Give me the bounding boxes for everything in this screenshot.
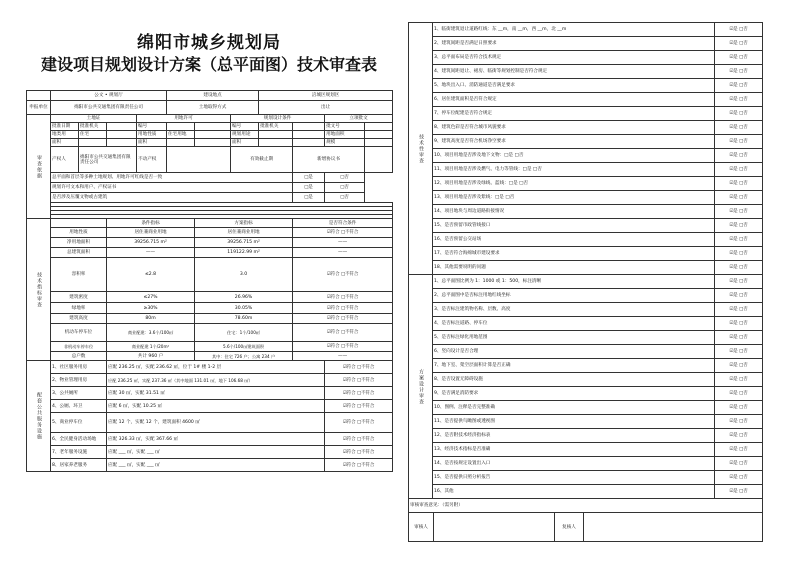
basis-sub: 批准机关: [79, 123, 107, 131]
indicator-header: 是否符合条件: [293, 219, 393, 228]
review-check[interactable]: ☑是 □否: [715, 79, 763, 93]
indicator-header: 方案指标: [195, 219, 293, 228]
basis-header-permit: 用地许可: [137, 115, 231, 123]
basis-header-land: 土地证: [51, 115, 137, 123]
opinion-label: 审核审查意见：（需另附）: [409, 499, 763, 513]
basis-cell: 面积: [51, 139, 79, 147]
review-check[interactable]: ☑是 □否: [715, 485, 763, 499]
review-row: [409, 275, 763, 289]
review-check[interactable]: ☑是 □否: [715, 23, 763, 37]
review-item-text: 15、是否提供日照分析报告: [433, 471, 715, 485]
review-check[interactable]: ☑是 □否: [715, 65, 763, 79]
section-basis: 审查依据: [27, 115, 51, 219]
review-item-text: 12、是否附技术经济指标表: [433, 429, 715, 443]
review-row: [409, 93, 763, 107]
review-row: [409, 205, 763, 219]
project-name: 公文 • 规划厅: [51, 91, 167, 101]
review-check[interactable]: ☑是 □否: [715, 373, 763, 387]
review-check[interactable]: ☑是 □否: [715, 51, 763, 65]
review-row: [409, 191, 763, 205]
review-row: [409, 177, 763, 191]
indicator-row: 用地性质 居住兼商业用地 居住兼商业用地 ☑符合 □不符合: [27, 228, 393, 238]
review-check[interactable]: ☑是 □否: [715, 443, 763, 457]
review-check[interactable]: ☑是 □否: [715, 429, 763, 443]
basis-cell: 规划用途: [231, 131, 259, 139]
basis-check-text: 是否涉及压覆文物或古建筑: [51, 193, 293, 203]
basis-sub: 批准日期: [51, 123, 79, 131]
review-item-text: 3、是否标注建筑物名称、层数、高度: [433, 303, 715, 317]
review-row: [409, 51, 763, 65]
review-check[interactable]: ☑是 □否: [715, 149, 763, 163]
basis-sub: 编号: [231, 123, 259, 131]
agreement-label: 新增协议书: [293, 147, 365, 173]
review-item-text: 17、是否符合海绵城市建设要求: [433, 247, 715, 261]
area-label: 不动产权: [137, 147, 167, 173]
basis-header-approval: 立项批文: [325, 115, 393, 123]
indicator-row: 容积率 ≤2.8 3.0 ☑符合 □不符合: [27, 258, 393, 292]
review-row: [409, 233, 763, 247]
review-check[interactable]: ☑是 □否: [715, 359, 763, 373]
review-item-text: 8、是否设置无障碍设施: [433, 373, 715, 387]
section-tech-review: 技术性审查: [409, 23, 433, 275]
indicator-row: 绿地率 ≥30% 30.05% ☑符合 □不符合: [27, 303, 393, 314]
review-row: [409, 121, 763, 135]
review-check[interactable]: ☑是 □否: [715, 331, 763, 345]
review-row: [409, 457, 763, 471]
basis-check-text: 规划许可文本和用户、产权证书: [51, 183, 293, 193]
review-item-text: 12、项目用地是否涉及绿线、蓝线：□是 □否: [433, 177, 715, 191]
review-check[interactable]: ☑是 □否: [715, 345, 763, 359]
location-value: 涪城区规划区: [259, 91, 393, 101]
review-item-text: 3、总平面布局是否符合技术规定: [433, 51, 715, 65]
indicator-row: 总建筑面积 —— 119122.99 m² ——: [27, 248, 393, 258]
review-row: [409, 303, 763, 317]
review-check[interactable]: ☑是 □否: [715, 191, 763, 205]
facility-row: 8、居家养老服务 应配 ___ ㎡，实配 ___ ㎡ ☑符合 □不符合: [27, 459, 393, 472]
review-check[interactable]: ☑是 □否: [715, 457, 763, 471]
applicant-label: 申报单位: [27, 101, 51, 115]
checkbox-no[interactable]: □否: [325, 183, 365, 193]
review-item-text: 7、地下室、架空层面积计算是否正确: [433, 359, 715, 373]
indicator-row: 非机动车停车位 商业配建 1个/20m² 5.6个/100㎡建筑面积 ☑符合 □不符合: [27, 342, 393, 352]
review-item-text: 15、是否预留市政管线接口: [433, 219, 715, 233]
review-row: [409, 401, 763, 415]
owner-value: 绵阳市公共交通集团有限责任公司: [79, 147, 137, 173]
indicator-row: 建筑密度 ≤27% 26.96% ☑符合 □不符合: [27, 292, 393, 303]
indicator-header: 条件指标: [107, 219, 195, 228]
review-item-text: 2、建筑间距是否满足日照要求: [433, 37, 715, 51]
review-row: [409, 65, 763, 79]
review-row: [409, 163, 763, 177]
basis-cell: 规模: [325, 139, 365, 147]
review-item-text: 16、其他: [433, 485, 715, 499]
review-row: [409, 289, 763, 303]
applicant-value: 绵阳市公共交通集团有限责任公司: [51, 101, 167, 115]
review-check[interactable]: ☑是 □否: [715, 219, 763, 233]
review-row: [409, 415, 763, 429]
review-row: [409, 261, 763, 275]
basis-cell: 住宅: [79, 131, 107, 139]
indicator-row: 总户数 共计 960 户 其中：住宅 726 户；公寓 234 户 ——: [27, 352, 393, 361]
review-check[interactable]: ☑是 □否: [715, 107, 763, 121]
left-page: [26, 22, 392, 562]
basis-header-conditions: 规划设计条件: [231, 115, 325, 123]
review-item-text: 11、是否提供鸟瞰图或透视图: [433, 415, 715, 429]
review-check[interactable]: ☑是 □否: [715, 317, 763, 331]
review-item-text: 16、是否预留公交站场: [433, 233, 715, 247]
basis-sub: 批文号: [325, 123, 365, 131]
review-item-text: 4、是否标注道路、停车位: [433, 317, 715, 331]
review-row: [409, 485, 763, 499]
basis-cell: 面积: [137, 139, 167, 147]
facility-row: 3、公共厕所 应配 30 ㎡，实配 31.51 ㎡ ☑符合 □不符合: [27, 387, 393, 400]
review-row: [409, 317, 763, 331]
review-item-text: 13、经济技术指标是否准确: [433, 443, 715, 457]
right-page: [408, 22, 762, 542]
review-item-text: 4、建筑间距退让、裙房、临街等规划控制是否符合规定: [433, 65, 715, 79]
review-row: [409, 331, 763, 345]
rechecker-label: 复核人: [555, 513, 584, 541]
review-check[interactable]: ☑是 □否: [715, 289, 763, 303]
review-check[interactable]: ☑是 □否: [715, 275, 763, 289]
review-row: [409, 471, 763, 485]
review-check[interactable]: ☑是 □否: [715, 121, 763, 135]
review-check[interactable]: ☑是 □否: [715, 247, 763, 261]
section-scheme-review: 方案设计审查: [409, 275, 433, 499]
review-check[interactable]: ☑是 □否: [715, 233, 763, 247]
review-item-text: 14、是否按规定设置出入口: [433, 457, 715, 471]
indicator-row: 机动车停车位 商业配建：3.6个/100㎡ 住宅：1个/100㎡ ☑符合 □不符合: [27, 324, 393, 342]
land-mode-value: 出让: [259, 101, 393, 115]
basis-cell: 用地性质: [137, 131, 167, 139]
facility-row: 5、商业停车位 应配 12 个，实配 12 个，建筑面积 4600 ㎡ ☑符合 □不符合: [27, 413, 393, 433]
rechecker-field[interactable]: [584, 513, 762, 541]
review-row: [409, 387, 763, 401]
review-row: [409, 247, 763, 261]
checkbox-yes[interactable]: □是: [293, 193, 325, 203]
section-facilities: 配套公共服务设施: [27, 361, 51, 472]
review-row: [409, 107, 763, 121]
review-item-text: 5、是否标注绿化用地范围: [433, 331, 715, 345]
review-item-text: 7、停车位配建是否符合规定: [433, 107, 715, 121]
basis-check-text: 总平面和首层等多种土地规划、用地许可红线是否一致: [51, 173, 293, 183]
indicator-row: 建筑高度 80m 78.60m ☑符合 □不符合: [27, 314, 393, 324]
form-title: 建设项目规划设计方案（总平面图）技术审查表: [40, 55, 377, 74]
right-form-table: [408, 22, 763, 542]
review-row: [409, 37, 763, 51]
review-item-text: 5、地块出入口、消防通道是否满足要求: [433, 79, 715, 93]
review-item-text: 6、竖向设计是否合理: [433, 345, 715, 359]
land-mode-label: 土地取得方式: [167, 101, 259, 115]
review-check[interactable]: ☑是 □否: [715, 415, 763, 429]
review-row: [409, 135, 763, 149]
review-row: [409, 23, 763, 37]
review-check[interactable]: ☑是 □否: [715, 261, 763, 275]
checkbox-no[interactable]: □否: [325, 173, 365, 183]
review-item-text: 10、项目用地是否涉及地下文物：□是 □否: [433, 149, 715, 163]
review-row: [409, 79, 763, 93]
review-check[interactable]: ☑是 □否: [715, 37, 763, 51]
review-row: [409, 373, 763, 387]
left-form-table: [26, 90, 393, 472]
review-item-text: 14、项目地块与周边道路衔接情况: [433, 205, 715, 219]
review-row: [409, 359, 763, 373]
basis-cell: 用地面积: [325, 131, 365, 139]
review-item-text: 8、建筑色彩是否符合城市风貌要求: [433, 121, 715, 135]
review-row: [409, 149, 763, 163]
expiry-label: 有效截止期: [231, 147, 293, 173]
checkbox-yes[interactable]: □是: [293, 173, 325, 183]
review-item-text: 18、其他需要说明的问题: [433, 261, 715, 275]
owner-label: 产权人: [51, 147, 79, 173]
review-check[interactable]: ☑是 □否: [715, 135, 763, 149]
review-item-text: 1、临街建筑退让道路红线：东 __m，南 __m，西 __m，北 __m: [433, 23, 715, 37]
review-row: [409, 345, 763, 359]
basis-cell: 面积: [231, 139, 259, 147]
section-indicators: 技术指标审查: [27, 219, 51, 361]
review-check[interactable]: ☑是 □否: [715, 387, 763, 401]
review-check[interactable]: ☑是 □否: [715, 303, 763, 317]
review-check[interactable]: ☑是 □否: [715, 177, 763, 191]
review-item-text: 9、是否满足消防要求: [433, 387, 715, 401]
review-item-text: 13、项目用地是否涉及紫线：□是 □否: [433, 191, 715, 205]
review-check[interactable]: ☑是 □否: [715, 401, 763, 415]
indicator-row: 净用地面积 39256.715 m² 39256.715 m² ——: [27, 238, 393, 248]
review-row: [409, 219, 763, 233]
facility-row: 2、物业管理用房 应配 236.25 ㎡，实配 237.36 ㎡（其中地面 131.01 ㎡，地下 106.68 ㎡） ☑符合 □不符合: [27, 374, 393, 387]
review-item-text: 11、项目用地是否涉及燃气、电力等管线：□是 □否: [433, 163, 715, 177]
location-label: 建设地点: [167, 91, 259, 101]
review-check[interactable]: ☑是 □否: [715, 205, 763, 219]
facility-row: 7、老年服务设施 应配 ___ ㎡，实配 ___ ㎡ ☑符合 □不符合: [27, 446, 393, 459]
review-item-text: 9、建筑高度是否符合机场净空要求: [433, 135, 715, 149]
review-item-text: 1、总平面图比例为 1：1000 或 1：500，标注清晰: [433, 275, 715, 289]
checkbox-yes[interactable]: □是: [293, 183, 325, 193]
review-check[interactable]: ☑是 □否: [715, 163, 763, 177]
review-item-text: 2、总平面图中是否标注用地红线坐标: [433, 289, 715, 303]
review-check[interactable]: ☑是 □否: [715, 471, 763, 485]
basis-sub: 批准机关: [259, 123, 293, 131]
review-row: [409, 429, 763, 443]
basis-cell: 地类用: [51, 131, 79, 139]
facility-row: 配套公共服务设施 1、社区服务用房 应配 236.25 ㎡，实配 236.62 ㎡，位于 1# 楼 1-2 层 ☑符合 □不符合: [27, 361, 393, 374]
facility-row: 6、全民健身活动场地 应配 326.33 ㎡，实配 367.66 ㎡ ☑符合 □不符合: [27, 433, 393, 446]
checkbox-no[interactable]: □否: [325, 193, 365, 203]
review-item-text: 10、图例、注释是否完整准确: [433, 401, 715, 415]
basis-cell: 住宅用地: [167, 131, 195, 139]
review-item-text: 6、居住建筑面积是否符合规定: [433, 93, 715, 107]
agency-title: 绵阳市城乡规划局: [137, 33, 281, 53]
basis-sub: 编号: [137, 123, 167, 131]
facility-row: 4、公厕、环卫 应配 6 ㎡，实配 10.25 ㎡ ☑符合 □不符合: [27, 400, 393, 413]
reviewer-label: 审核人: [409, 513, 434, 541]
review-check[interactable]: ☑是 □否: [715, 93, 763, 107]
reviewer-field[interactable]: [434, 513, 555, 541]
review-row: [409, 443, 763, 457]
